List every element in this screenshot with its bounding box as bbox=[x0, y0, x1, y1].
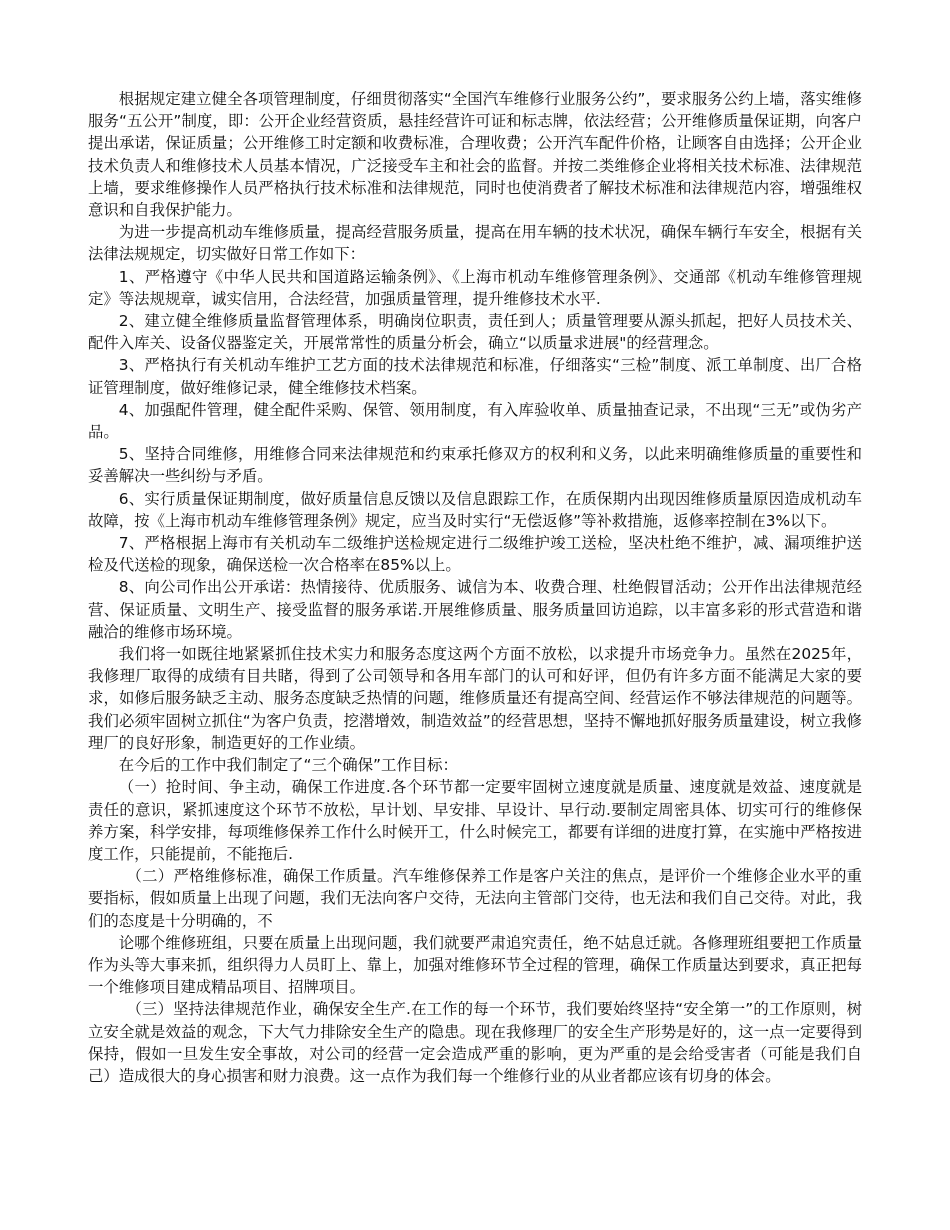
paragraph-three-goals: 在今后的工作中我们制定了“三个确保”工作目标： bbox=[118, 756, 458, 775]
paragraph-competitiveness: 我们将一如既往地紧紧抓住技术实力和服务态度这两个方面不放松，以求提升市场竞争力。虽然在2025年，我修理厂取得的成绩有目共睹，得到了公司领导和各用车部门的认可和好评，但仍有许多方面不能满足大家的要求，如修后服务缺乏主动、服务态度缺乏热情的问题，维修质量还有提高空间、经营运作不够法律规范的问题等。我们必须牢固树立抓住“为客户负责，挖潜增效，制造效益”的经营思想，坚持不懈地抓好服务质量建设，树立我修理厂的良好形象，制造更好的工作业绩。 bbox=[88, 645, 862, 752]
goal-1-schedule: （一）抢时间、争主动，确保工作进度.各个环节都一定要牢固树立速度就是质量、速度就是效益、速度就是责任的意识，紧抓速度这个环节不放松，早计划、早安排、早设计、早行动.要制定周密具体、切实可行的维修保养方案，科学安排，每项维修保养工作什么时候开工，什么时候完工，都要有详细的进度打算，在实施中严格按进度工作，只能提前，不能拖后. bbox=[88, 778, 862, 863]
paragraph-service-disclosure: 根据规定建立健全各项管理制度，仔细贯彻落实“全国汽车维修行业服务公约”，要求服务公约上墙，落实维修服务“五公开”制度，即：公开企业经营资质，悬挂经营许可证和标志牌，依法经营；公开维修质量保证期，向客户提出承诺，保证质量；公开维修工时定额和收费标准，合理收费；公开汽车配件价格，让顾客自由选择；公开企业技术负责人和维修技术人员基本情况，广泛接受车主和社会的监督。并按二类维修企业将相关技术标准、法律规范上墙，要求维修操作人员严格执行技术标准和法律规范，同时也使消费者了解技术标准和法律规范内容，增强维权意识和自我保护能力。 bbox=[88, 90, 862, 220]
list-item-7-inspection: 7、严格根据上海市有关机动车二级维护送检规定进行二级维护竣工送检，坚决杜绝不维护，减、漏项维护送检及代送检的现象，确保送检一次合格率在85%以上。 bbox=[88, 534, 862, 575]
list-item-6-warranty: 6、实行质量保证期制度，做好质量信息反馈以及信息跟踪工作，在质保期内出现因维修质量原因造成机动车故障，按《上海市机动车维修管理条例》规定，应当及时实行“无偿返修”等补救措施，返修率控制在3%以下。 bbox=[88, 489, 862, 530]
list-item-8-public-commitment: 8、向公司作出公开承诺：热情接待、优质服务、诚信为本、收费合理、杜绝假冒活动；公开作出法律规范经营、保证质量、文明生产、接受监督的服务承诺.开展维修质量、服务质量回访追踪，以丰富多彩的形式营造和谐融洽的维修市场环境。 bbox=[88, 578, 862, 641]
list-item-2-quality-system: 2、建立健全维修质量监督管理体系，明确岗位职责，责任到人；质量管理要从源头抓起，把好人员技术关、配件入库关、设备仪器鉴定关，开展常常性的质量分析会，确立“以质量求进展"的经营理念。 bbox=[88, 312, 862, 353]
paragraph-intro-daily-work: 为进一步提高机动车维修质量，提高经营服务质量，提高在用车辆的技术状况，确保车辆行车安全，根据有关法律法规规定，切实做好日常工作如下： bbox=[88, 223, 862, 264]
list-item-1-regulations: 1、严格遵守《中华人民共和国道路运输条例》、《上海市机动车维修管理条例》、交通部《机动车维修管理规定》等法规规章，诚实信用，合法经营，加强质量管理，提升维修技术水平. bbox=[88, 267, 862, 308]
list-item-4-parts-management: 4、加强配件管理，健全配件采购、保管、领用制度，有入库验收单、质量抽查记录，不出现“三无”或伪劣产品。 bbox=[88, 400, 862, 442]
goal-2-quality: （二）严格维修标准，确保工作质量。汽车维修保养工作是客户关注的焦点，是评价一个维修企业水平的重要指标，假如质量上出现了问题，我们无法向客户交待，无法向主管部门交待，也无法和我们自己交待。对此，我们的态度是十分明确的，不 bbox=[88, 867, 862, 930]
goal-3-safety: （三）坚持法律规范作业，确保安全生产.在工作的每一个环节，我们要始终坚持“安全第一”的工作原则，树立安全就是效益的观念，下大气力排除安全生产的隐患。现在我修理厂的安全生产形势是好的，这一点一定要得到保持，假如一旦发生安全事故，对公司的经营一定会造成严重的影响，更为严重的是会给受害者（可能是我们自己）造成很大的身心损害和财力浪费。这一点作为我们每一个维修行业的从业者都应该有切身的体会。 bbox=[88, 1000, 862, 1085]
list-item-5-contract-repair: 5、坚持合同维修，用维修合同来法律规范和约束承托修双方的权利和义务，以此来明确维修质量的重要性和妥善解决一些纠纷与矛盾。 bbox=[88, 445, 862, 486]
list-item-3-technical-standards: 3、严格执行有关机动车维护工艺方面的技术法律规范和标准，仔细落实“三检”制度、派工单制度、出厂合格证管理制度，做好维修记录，健全维修技术档案。 bbox=[88, 356, 862, 397]
goal-2-continued: 论哪个维修班组，只要在质量上出现问题，我们就要严肃追究责任，绝不姑息迁就。各修理班组要把工作质量作为头等大事来抓，组织得力人员盯上、靠上，加强对维修环节全过程的管理，确保工作质量达到要求，真正把每一个维修项目建成精品项目、招牌项目。 bbox=[88, 933, 862, 997]
